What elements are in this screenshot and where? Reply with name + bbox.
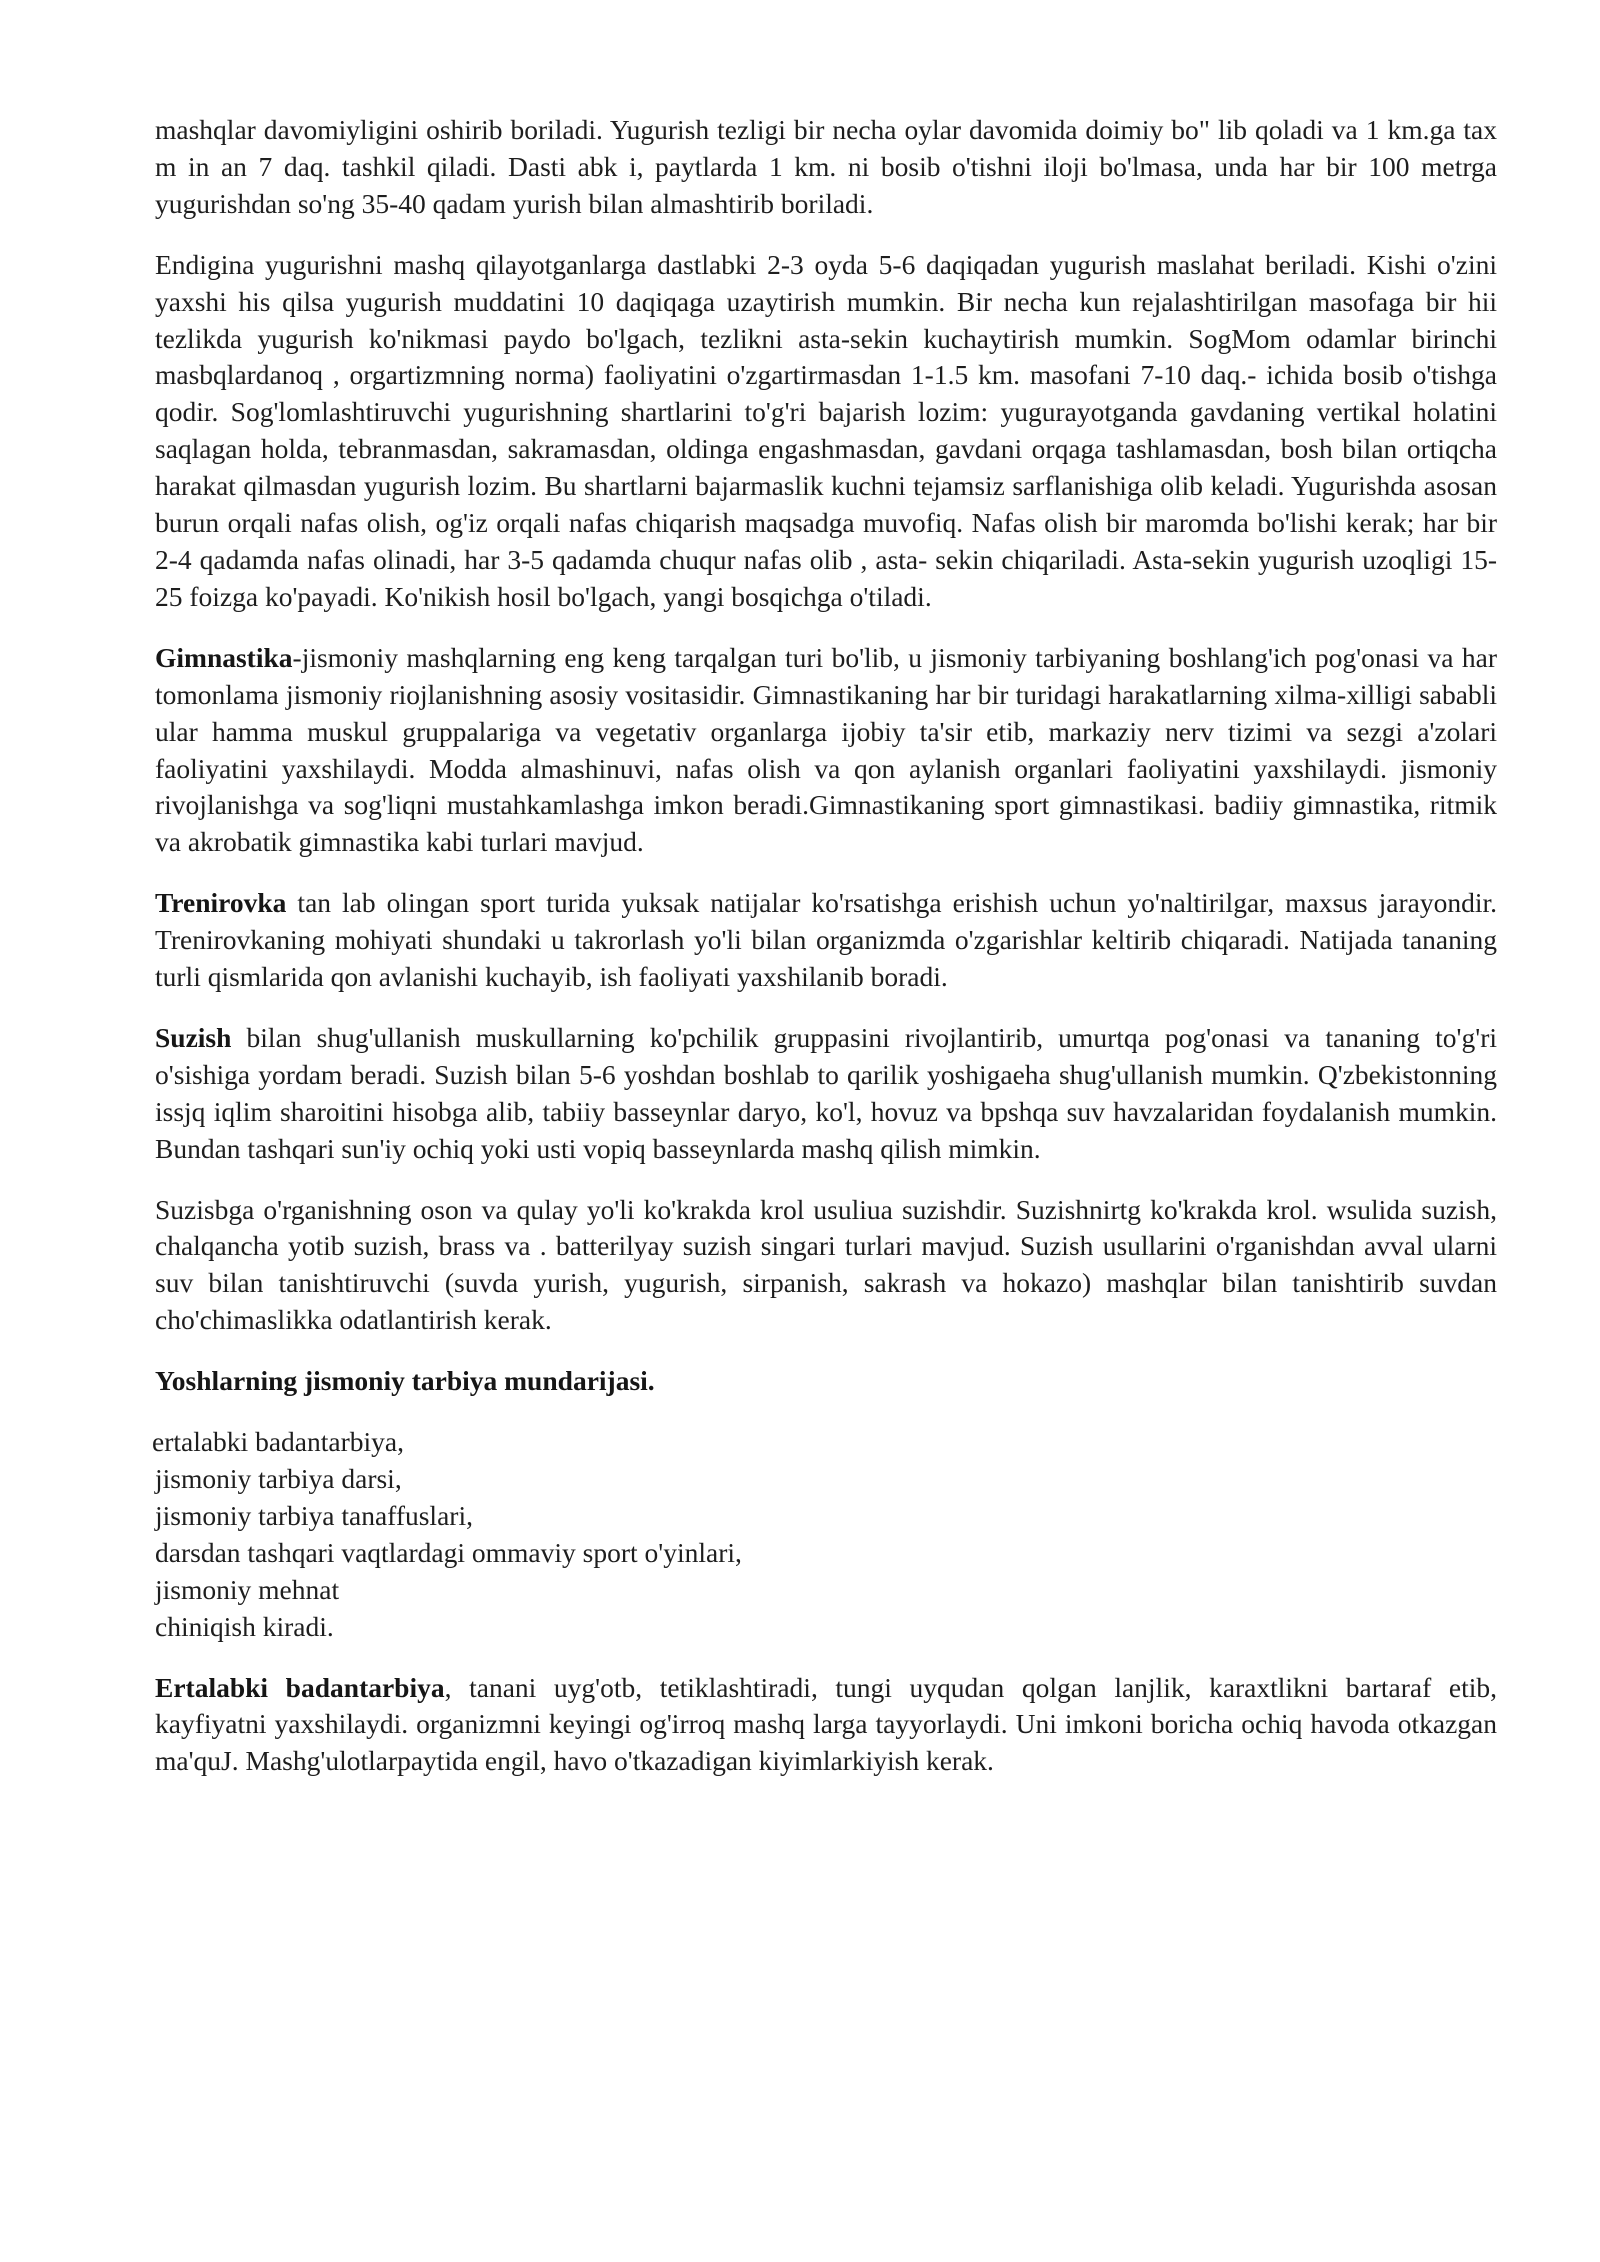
paragraph-lead-ertalabki: Ertalabki badantarbiya: [155, 1671, 445, 1703]
list-item: jismoniy tarbiya darsi,: [155, 1463, 402, 1494]
paragraph-lead-suzish: Suzish: [155, 1021, 232, 1053]
paragraph-ertalabki-badantarbiya: [155, 1670, 1497, 1781]
list-item: ertalabki badantarbiya,: [152, 1426, 404, 1458]
paragraph-suzish: [155, 1020, 1497, 1168]
paragraph-trenirovka: [155, 885, 1497, 996]
paragraph-suzish-methods: [155, 1192, 1497, 1340]
list-item: darsdan tashqari vaqtlardagi ommaviy sport o'yinlari,: [155, 1536, 742, 1568]
paragraph-running-beginners: [155, 247, 1497, 616]
paragraph-text: Endigina yugurishni mashq qilayotganlarga dastlabki 2-3 oyda 5-6 daqiqadan yugurish maslahat beriladi. Kishi o'zini yaxshi his qilsa yugurish muddatini 10 daqiqaga uzaytirish mumkin. Bir necha kun rejalashtirilgan masofaga bir hii tezlikda yugurish ko'nikmasi paydo bo'lgach, tezlikni asta-sekin kuchaytirish mumkin. SogMom odamlar birinchi masbqlardanoq , orgartizmning norma) faoliyatini o'zgartirmasdan 1-1.5 km. masofani 7-10 daq.- ichida bosib o'tishga qodir. Sog'lomlashtiruvchi yugurishning shartlarini to'g'ri bajarish lozim: yugurayotganda gavdaning vertikal holatini saqlagan holda, tebranmasdan, sakramasdan, oldinga engashmasdan, gavdani orqaga tashlamasdan, bosh bilan ortiqcha harakat qilmasdan yugurish lozim. Bu shartlarni bajarmaslik kuchni tejamsiz sarflanishiga olib keladi. Yugurishda asosan burun orqali nafas olish, og'iz orqali nafas chiqarish maqsadga muvofiq. Nafas olish bir maromda bo'lishi kerak; har bir 2-4 qadamda nafas olinadi, har 3-5 qadamda chuqur nafas olib , asta- sekin chiqariladi. Asta-sekin yugurish uzoqligi 15-25 foizga ko'payadi. Ko'nikish hosil bo'lgach, yangi bosqichga o'tiladi.: [155, 248, 1497, 612]
content-list: [152, 1424, 1497, 1645]
paragraph-lead-trenirovka: Trenirovka: [155, 887, 287, 919]
paragraph-text: mashqlar davomiyligini oshirib boriladi. Yugurish tezligi bir necha oylar davomida doimiy bo" lib qoladi va 1 km.ga tax m in an 7 daq. tashkil qiladi. Dasti abk i, paytlarda 1 km. ni bosib o'tishni iloji bo'lmasa, unda har bir 100 metrga yugurishdan so'ng 35-40 qadam yurish bilan almashtirib boriladi.: [155, 114, 1497, 219]
list-item: jismoniy tarbiya tanaffuslari,: [155, 1499, 473, 1531]
paragraph-gimnastika: [155, 640, 1497, 861]
paragraph-text: Suzisbga o'rganishning oson va qulay yo'li ko'krakda krol usuliua suzishdir. Suzishnirtg ko'krakda krol. wsulida suzish, chalqancha yotib suzish, brass va . batterilyay suzish singari turlari mavjud. Suzish usullarini o'rganishdan avval ularni suv bilan tanishtiruvchi (suvda yurish, yugurish, sirpanish, sakrash va hokazo) mashqlar bilan tanishtirib suvdan cho'chimaslikka odatlantirish kerak.: [155, 1193, 1497, 1336]
paragraph-lead-gimnastika: Gimnastika: [155, 641, 293, 673]
section-heading: Yoshlarning jismoniy tarbiya mundarijasi.: [155, 1365, 655, 1397]
paragraph-text: bilan shug'ullanish muskullarning ko'pchilik gruppasini rivojlantirib, umurtqa pog'onasi va tananing to'g'ri o'sishiga yordam beradi. Suzish bilan 5-6 yoshdan boshlab to qarilik yoshigaeha shug'ullanish mumkin. Q'zbekistonning issjq iqlim sharoitini hisobga alib, tabiiy basseynlar daryo, ko'l, hovuz va bpshqa suv havzalaridan foydalanish mumkin. Bundan tashqari sun'iy ochiq yoki usti vopiq basseynlarda mashq qilish mimkin.: [155, 1021, 1497, 1164]
list-item: jismoniy mehnat: [155, 1573, 340, 1605]
paragraph-running-duration: [155, 112, 1497, 223]
document-page: [152, 112, 1497, 1804]
paragraph-text: -jismoniy mashqlarning eng keng tarqalgan turi bo'lib, u jismoniy tarbiyaning boshlang'ich pog'onasi va har tomonlama jismoniy riojlanishning asosiy vositasidir. Gimnastikaning har bir turidagi harakatlarning xilma-xilligi sababli ular hamma muskul gruppalariga va vegetativ organlarga ijobiy ta'sir etib, markaziy nerv tizimi va sezgi a'zolari faoliyatini yaxshilaydi. Modda almashinuvi, nafas olish va qon aylanish organlari faoliyatini yaxshilaydi. jismoniy rivojlanishga va sog'liqni mustahkamlashga imkon beradi.Gimnastikaning sport gimnastikasi. badiiy gimnastika, ritmik va akrobatik gimnastika kabi turlari mavjud.: [155, 641, 1497, 858]
list-item: chiniqish kiradi.: [155, 1610, 334, 1642]
paragraph-text: tan lab olingan sport turida yuksak natijalar ko'rsatishga erishish uchun yo'naltirilgar, maxsus jarayondir. Trenirovkaning mohiyati shundaki u takrorlash yo'li bilan organizmda o'zgarishlar keltirib chiqaradi. Natijada tananing turli qismlarida qon avlanishi kuchayib, ish faoliyati yaxshilanib boradi.: [155, 887, 1497, 993]
paragraph-text: , tanani uyg'otb, tetiklashtiradi, tungi uyqudan qolgan lanjlik, karaxtlikni bartaraf etib, kayfiyatni yaxshilaydi. organizmni keyingi og'irroq mashq larga tayyorlaydi. Uni imkoni boricha ochiq havoda otkazgan ma'quJ. Mashg'ulotlarpaytida engil, havo o'tkazadigan kiyimlarkiyish kerak.: [155, 1671, 1497, 1777]
